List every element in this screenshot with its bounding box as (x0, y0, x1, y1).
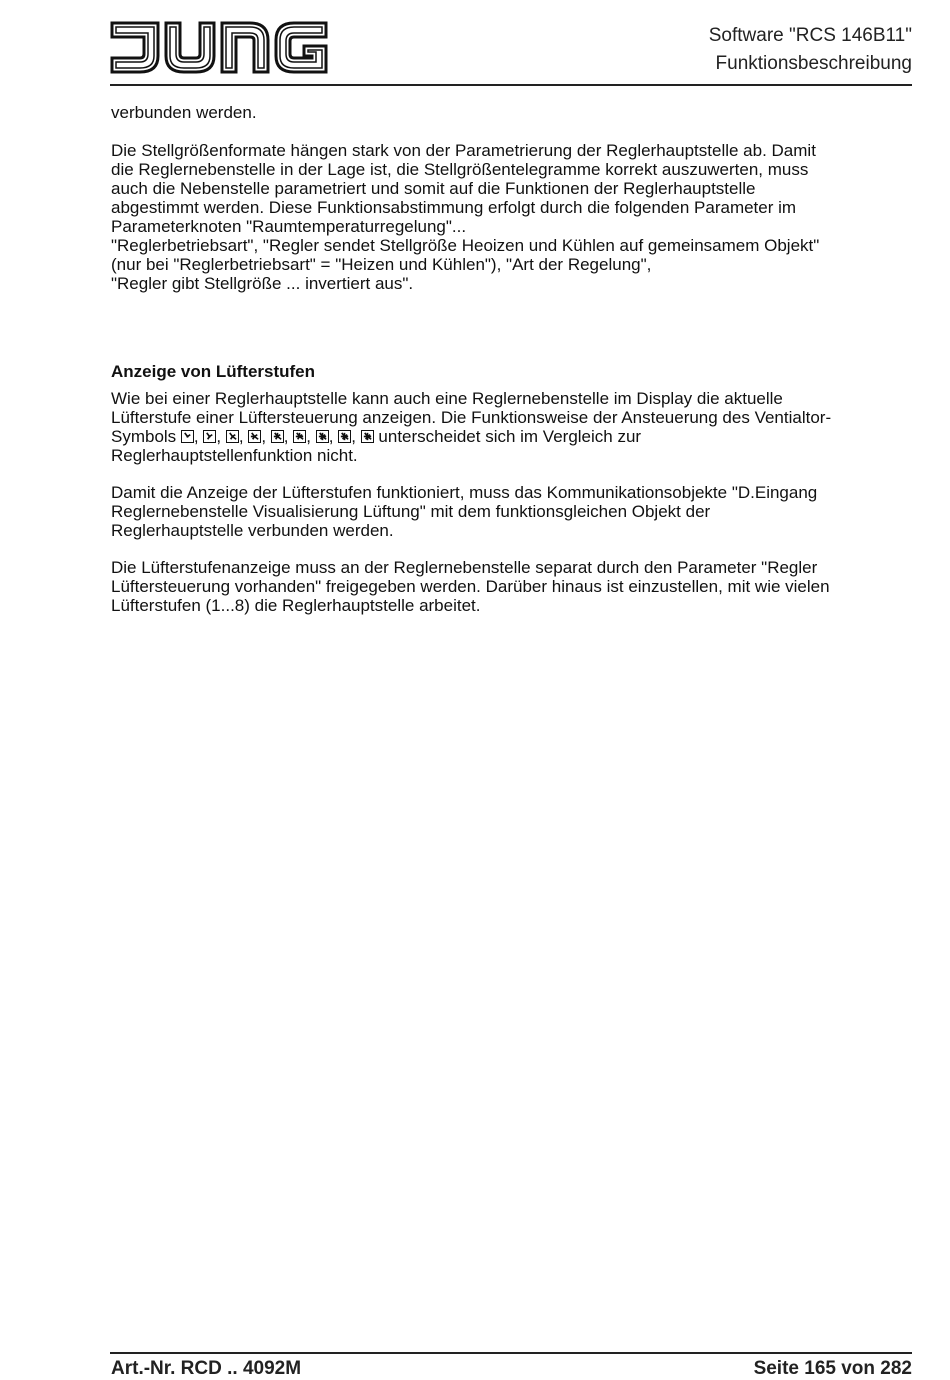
text-line: Lüfterstufe einer Lüftersteuerung anzeigen. Die Funktionsweise der Ansteuerung des Ventialtor- (111, 408, 832, 427)
fan-level-0-icon (181, 430, 194, 443)
paragraph-kommunikationsobjekt (111, 483, 911, 540)
text-line: die Reglernebenstelle in der Lage ist, die Stellgrößentelegramme korrekt auszuwerten, muss (111, 160, 809, 179)
paragraph-lueftersteuerung (111, 389, 911, 465)
document-header (709, 22, 912, 78)
text-line: Parameterknoten "Raumtemperaturregelung"... (111, 217, 467, 236)
paragraph-continuation: verbunden werden. (111, 103, 257, 122)
text-line: Die Lüfterstufenanzeige muss an der Reglernebenstelle separat durch den Parameter "Regler (111, 558, 818, 577)
jung-logo (110, 20, 330, 76)
text-line: abgestimmt werden. Diese Funktionsabstimmung erfolgt durch die folgenden Parameter im (111, 198, 797, 217)
paragraph-stellgroessen (111, 141, 911, 293)
page-number: Seite 165 von 282 (753, 1358, 912, 1379)
symbols-line (111, 427, 911, 446)
fan-level-8-icon (361, 430, 374, 443)
fan-icon-list: , , , , , , , , (181, 427, 378, 446)
text-line: (nur bei "Reglerbetriebsart" = "Heizen und Kühlen"), "Art der Regelung", (111, 255, 652, 274)
text-line: Lüfterstufen (1...8) die Reglerhauptstelle arbeitet. (111, 596, 481, 615)
text-line: "Reglerbetriebsart", "Regler sendet Stellgröße Heoizen und Kühlen auf gemeinsamem Objekt" (111, 236, 820, 255)
fan-level-6-icon (316, 430, 329, 443)
section-heading: Anzeige von Lüfterstufen (111, 362, 316, 381)
text-line: Reglernebenstelle Visualisierung Lüftung" mit dem funktionsgleichen Objekt der (111, 502, 711, 521)
fan-level-7-icon (338, 430, 351, 443)
symbols-prefix: Symbols (111, 427, 177, 446)
article-number: Art.-Nr. RCD .. 4092M (111, 1358, 302, 1379)
fan-level-1-icon (203, 430, 216, 443)
text-line: Damit die Anzeige der Lüfterstufen funktioniert, muss das Kommunikationsobjekte "D.Eingang (111, 483, 818, 502)
document-subtitle: Funktionsbeschreibung (715, 53, 912, 74)
software-title: Software "RCS 146B11" (708, 25, 912, 46)
fan-level-4-icon (271, 430, 284, 443)
text-line: "Regler gibt Stellgröße ... invertiert aus". (111, 274, 414, 293)
paragraph-lueftersteufenanzeige (111, 558, 911, 615)
text-line: Die Stellgrößenformate hängen stark von der Parametrierung der Reglerhauptstelle ab. Damit (111, 141, 816, 160)
text-line: auch die Nebenstelle parametriert und somit auf die Funktionen der Reglerhauptstelle (111, 179, 756, 198)
text-line: Reglerhauptstelle verbunden werden. (111, 521, 394, 540)
fan-level-3-icon (248, 430, 261, 443)
fan-level-2-icon (226, 430, 239, 443)
symbols-suffix: unterscheidet sich im Vergleich zur (378, 427, 642, 446)
text-line: Reglerhauptstellenfunktion nicht. (111, 446, 358, 465)
fan-level-5-icon (293, 430, 306, 443)
header-divider (110, 84, 912, 86)
text-line: Lüftersteuerung vorhanden" freigegeben werden. Darüber hinaus ist einzustellen, mit wie vielen (111, 577, 830, 596)
text-line: Wie bei einer Reglerhauptstelle kann auch eine Reglernebenstelle im Display die aktuelle (111, 389, 783, 408)
footer-divider (110, 1352, 912, 1354)
